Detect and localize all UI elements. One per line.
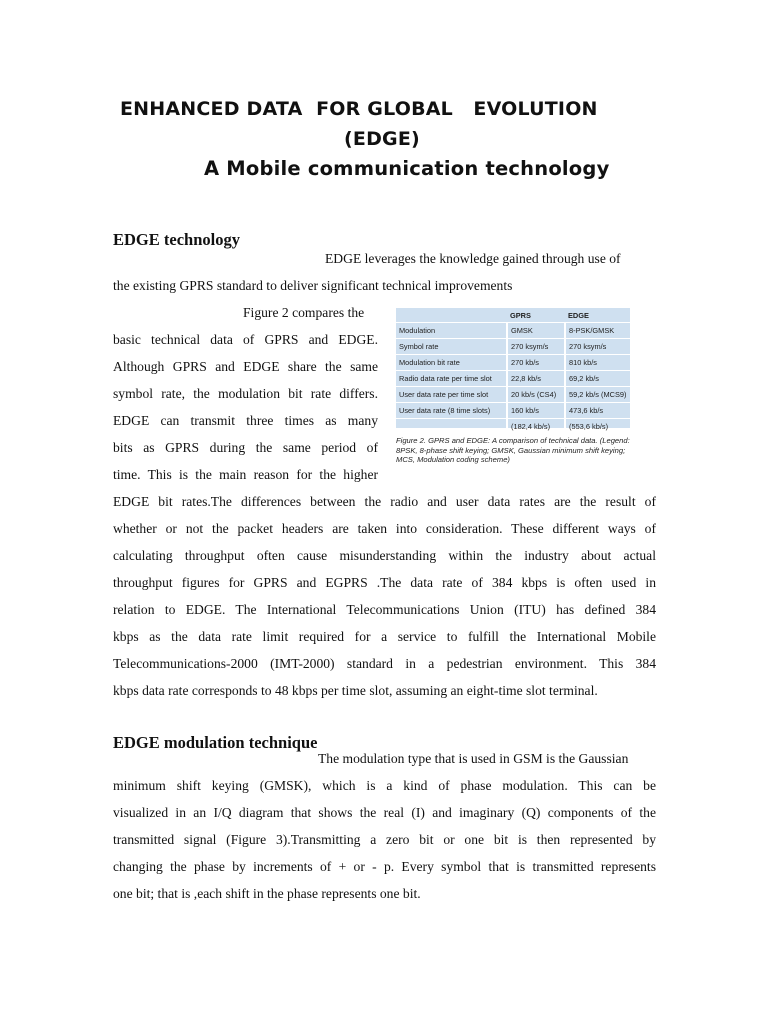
table-cell: 59,2 kb/s (MCS9) — [565, 387, 630, 403]
table-cell: GMSK — [507, 323, 565, 339]
paragraph-line: relation to EDGE. The International Telecommunications Union (ITU) has defined 384 — [113, 602, 656, 617]
intro-line-1: EDGE leverages the knowledge gained through use of — [325, 251, 621, 266]
table-cell: 160 kb/s — [507, 403, 565, 419]
narrow-line: bits as GPRS during the same period of — [113, 440, 378, 455]
title-line-1: ENHANCED DATA FOR GLOBAL EVOLUTION — [120, 98, 598, 120]
intro-line-2: the existing GPRS standard to deliver significant technical improvements — [113, 278, 513, 293]
figure-2 — [396, 308, 630, 465]
table-row — [396, 371, 630, 387]
table-cell: 270 ksym/s — [565, 339, 630, 355]
table-cell: (553,6 kb/s) — [565, 419, 630, 435]
table-cell: Modulation bit rate — [396, 355, 507, 371]
table-row — [396, 355, 630, 371]
paragraph-line: transmitted signal (Figure 3).Transmitting a zero bit or one bit is then represented by — [113, 832, 656, 847]
modulation-first-line: The modulation type that is used in GSM is the Gaussian — [318, 751, 629, 766]
section-heading-edge-technology: EDGE technology — [113, 230, 240, 249]
figure-caption: Figure 2. GPRS and EDGE: A comparison of technical data. (Legend: 8PSK, 8-phase shift keying; GMSK, Gaussian minimum shift keying; MCS, Modulation coding scheme) — [396, 436, 630, 464]
paragraph-line: calculating throughput often cause misunderstanding within the industry about actual — [113, 548, 656, 563]
table-cell: 270 kb/s — [507, 355, 565, 371]
table-cell: 473,6 kb/s — [565, 403, 630, 419]
table-cell: 8-PSK/GMSK — [565, 323, 630, 339]
table-cell: Symbol rate — [396, 339, 507, 355]
table-row — [396, 403, 630, 419]
narrow-line: Although GPRS and EDGE share the same — [113, 359, 378, 374]
full-width-paragraph — [113, 488, 656, 704]
table-cell: Radio data rate per time slot — [396, 371, 507, 387]
paragraph-line: kbps as the data rate limit required for a service to fulfill the International Mobile — [113, 629, 656, 644]
narrow-paragraph — [113, 299, 378, 488]
table-header-cell: EDGE — [565, 308, 630, 323]
narrow-line: Figure 2 compares the — [243, 305, 365, 320]
paragraph-line: visualized in an I/Q diagram that shows the real (I) and imaginary (Q) components of the — [113, 805, 656, 820]
table-cell: 22,8 kb/s — [507, 371, 565, 387]
narrow-line: EDGE can transmit three times as many — [113, 413, 378, 428]
title-line-3: A Mobile communication technology — [204, 157, 610, 180]
table-cell: 20 kb/s (CS4) — [507, 387, 565, 403]
table-row — [396, 419, 630, 435]
table-row — [396, 387, 630, 403]
table-cell: User data rate (8 time slots) — [396, 403, 507, 419]
table-cell: Modulation — [396, 323, 507, 339]
paragraph-line: EDGE bit rates.The differences between the radio and user data rates are the result of — [113, 494, 656, 509]
table-header-cell: GPRS — [507, 308, 565, 323]
table-cell: 810 kb/s — [565, 355, 630, 371]
title-line-2: (EDGE) — [344, 128, 420, 150]
table-header-row — [396, 308, 630, 323]
paragraph-line: minimum shift keying (GMSK), which is a kind of phase modulation. This can be — [113, 778, 656, 793]
paragraph-line: throughput figures for GPRS and EGPRS .The data rate of 384 kbps is often used in — [113, 575, 656, 590]
table-cell: 69,2 kb/s — [565, 371, 630, 387]
modulation-paragraph — [113, 772, 656, 907]
paragraph-line: kbps data rate corresponds to 48 kbps per time slot, assuming an eight-time slot terminal. — [113, 683, 598, 698]
paragraph-line: Telecommunications-2000 (IMT-2000) standard in a pedestrian environment. This 384 — [113, 656, 656, 671]
narrow-line: basic technical data of GPRS and EDGE. — [113, 332, 378, 347]
table-row — [396, 323, 630, 339]
table-header-cell — [396, 308, 507, 323]
table-cell: (182,4 kb/s) — [507, 419, 565, 435]
paragraph-line: one bit; that is ,each shift in the phase represents one bit. — [113, 886, 421, 901]
section-heading-edge-modulation: EDGE modulation technique — [113, 733, 318, 752]
narrow-line: symbol rate, the modulation bit rate differs. — [113, 386, 378, 401]
table-cell — [396, 419, 507, 435]
table-cell: 270 ksym/s — [507, 339, 565, 355]
table-row — [396, 339, 630, 355]
paragraph-line: whether or not the packet headers are taken into consideration. These different ways of — [113, 521, 656, 536]
comparison-table — [396, 308, 630, 431]
narrow-line: time. This is the main reason for the higher — [113, 467, 378, 482]
table-cell: User data rate per time slot — [396, 387, 507, 403]
paragraph-line: changing the phase by increments of + or - p. Every symbol that is transmitted represents — [113, 859, 656, 874]
